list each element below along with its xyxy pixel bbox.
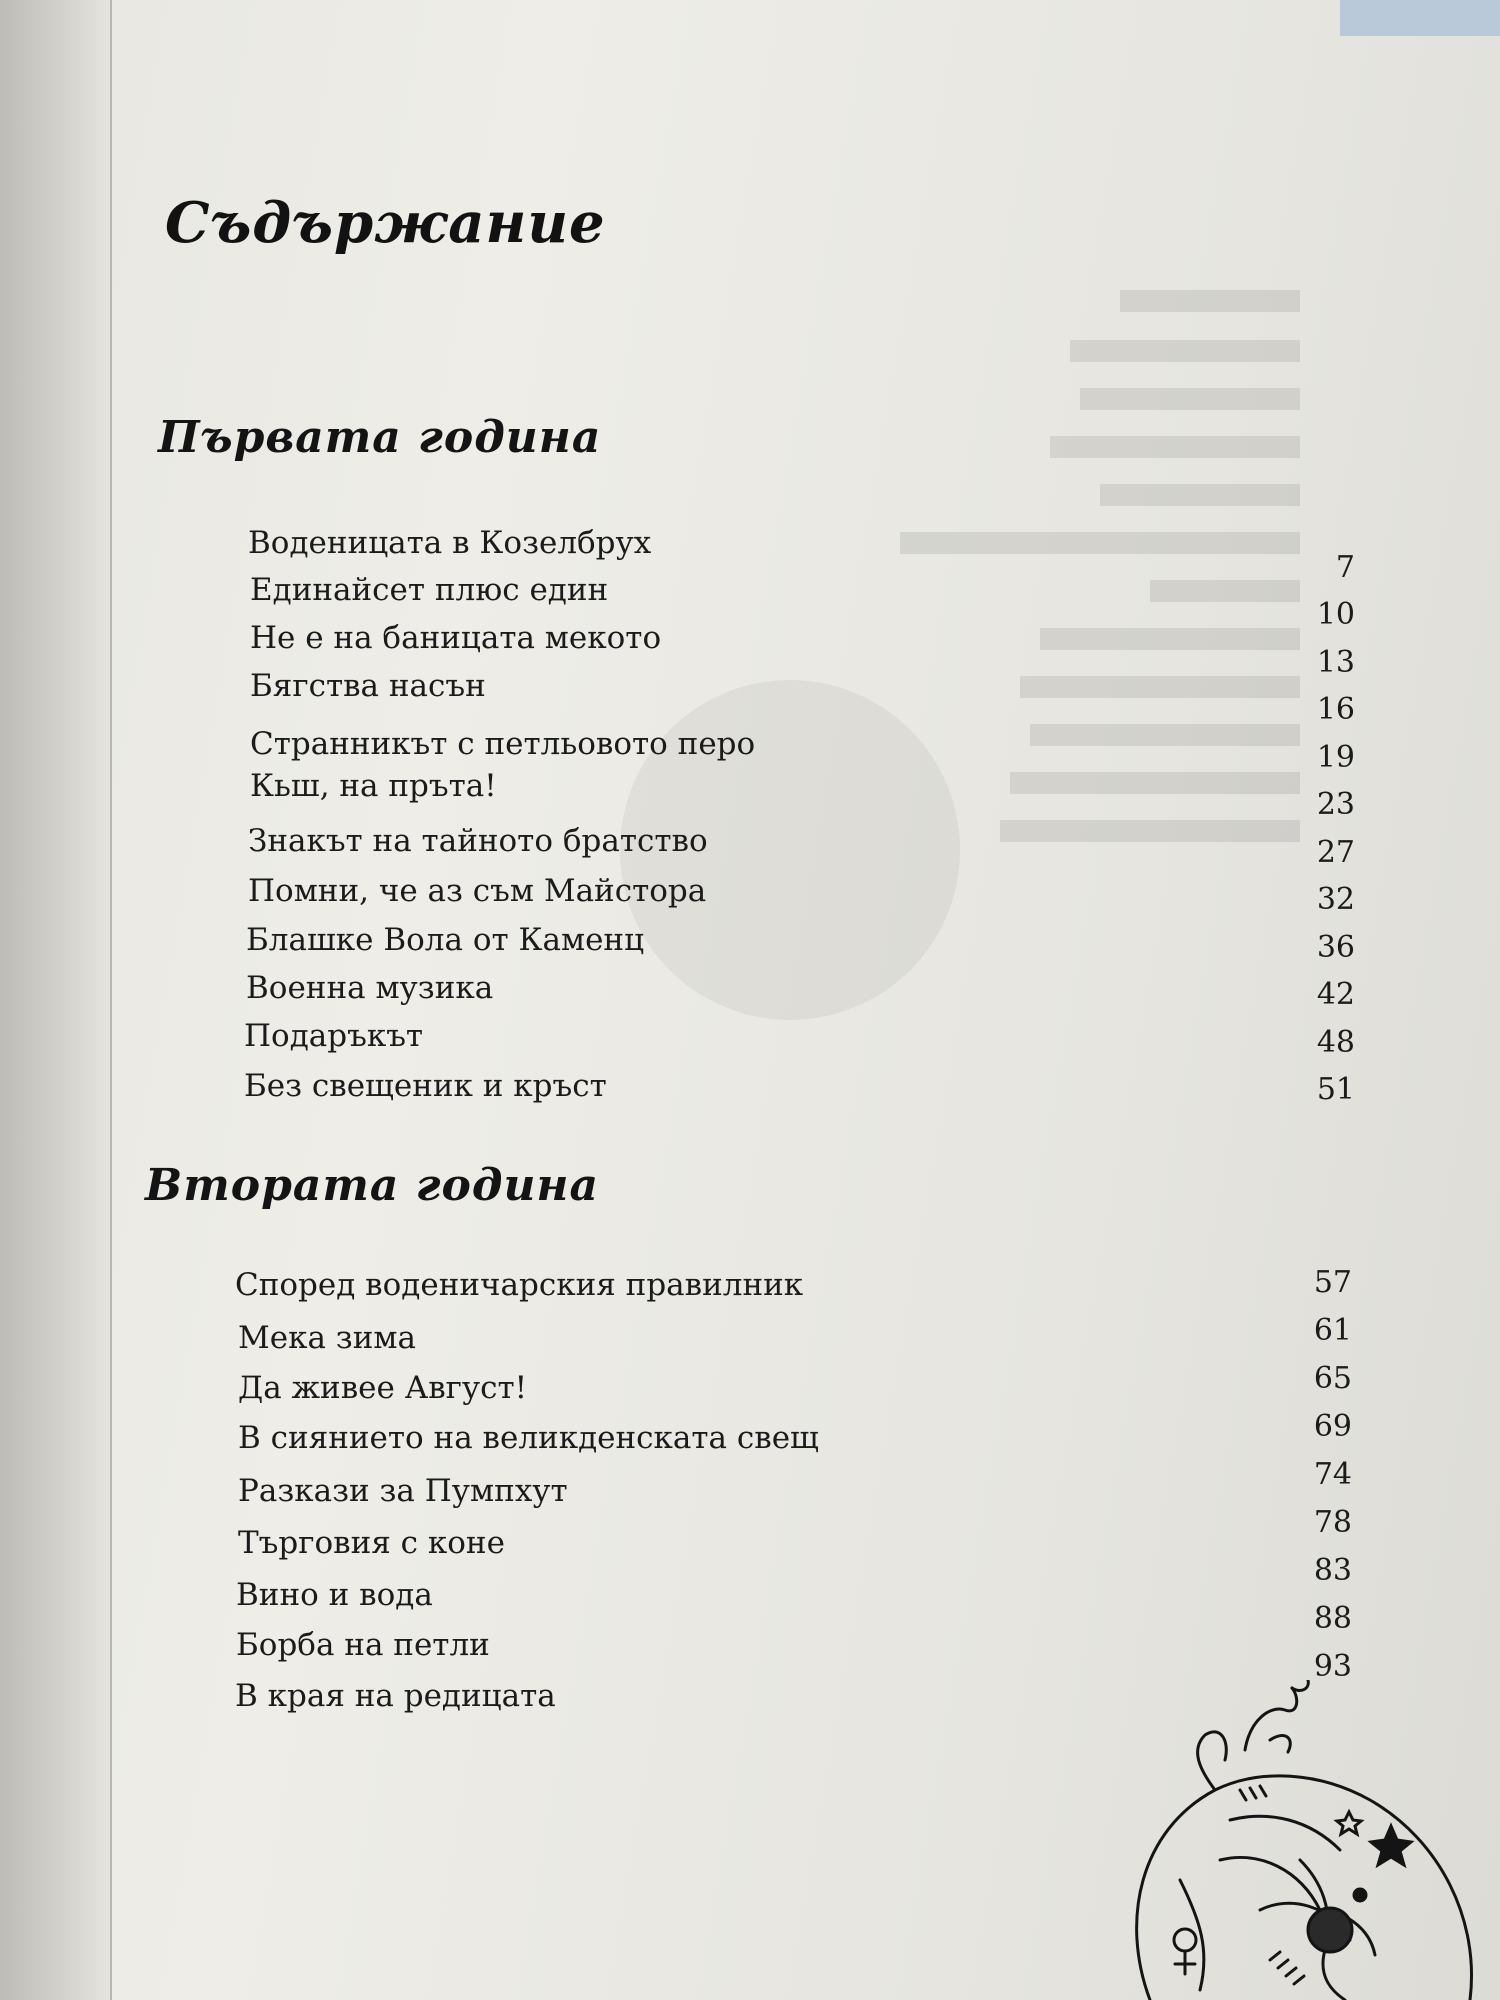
toc-page-number: 57 xyxy=(1313,1265,1352,1300)
toc-page-number: 83 xyxy=(1313,1553,1352,1588)
toc-page-number: 13 xyxy=(1316,645,1355,680)
toc-entry: Не е на баницата мекото xyxy=(250,620,662,656)
toc-page-number: 65 xyxy=(1313,1361,1352,1396)
toc-entry: Бягства насън xyxy=(250,668,486,704)
toc-entry: Воденицата в Козелбрух xyxy=(248,525,652,561)
toc-page-number: 23 xyxy=(1316,787,1355,822)
toc-entry: Според воденичарския правилник xyxy=(235,1267,804,1303)
page-title: Съдържание xyxy=(165,190,606,256)
toc-page-number: 78 xyxy=(1313,1505,1352,1540)
toc-page-number: 69 xyxy=(1313,1409,1352,1444)
toc-page-number: 51 xyxy=(1316,1072,1355,1107)
toc-page-number: 42 xyxy=(1316,977,1355,1012)
toc-entry: Военна музика xyxy=(246,970,494,1006)
toc-entry: Подаръкът xyxy=(244,1018,424,1054)
mill-illustration xyxy=(1120,1680,1500,2000)
toc-page-number: 27 xyxy=(1316,835,1355,870)
toc-page-number: 10 xyxy=(1316,597,1355,632)
toc-entry: Странникът с петльовото перо xyxy=(250,726,756,762)
toc-entry: Търговия с коне xyxy=(238,1525,505,1561)
toc-entry: Вино и вода xyxy=(236,1577,433,1613)
toc-entry: Да живее Август! xyxy=(238,1370,528,1406)
toc-entry: Разкази за Пумпхут xyxy=(238,1473,568,1509)
toc-entry: Помни, че аз съм Майстора xyxy=(248,873,707,909)
toc-page-number: 61 xyxy=(1313,1313,1352,1348)
toc-page-number: 32 xyxy=(1316,882,1355,917)
toc-page-number: 7 xyxy=(1335,550,1355,585)
toc-page-number: 36 xyxy=(1316,930,1355,965)
toc-entry: Борба на петли xyxy=(236,1627,490,1663)
toc-entry: Блашке Вола от Каменц xyxy=(246,922,645,958)
section-heading-second-year: Втората година xyxy=(145,1160,600,1211)
background-corner xyxy=(1340,0,1500,36)
toc-entry: Кьш, на пръта! xyxy=(250,768,497,804)
book-gutter xyxy=(0,0,112,2000)
toc-entry: В сиянието на великденската свещ xyxy=(238,1420,819,1456)
section-heading-first-year: Първата година xyxy=(158,412,602,463)
toc-page-number: 74 xyxy=(1313,1457,1352,1492)
toc-entry: Без свещеник и кръст xyxy=(244,1068,607,1104)
toc-page-number: 48 xyxy=(1316,1025,1355,1060)
toc-entry: Мека зима xyxy=(238,1320,416,1356)
toc-page-number: 88 xyxy=(1313,1601,1352,1636)
toc-entry: Знакът на тайното братство xyxy=(248,823,708,859)
show-through-opposite-page xyxy=(800,200,1360,900)
toc-page-number: 93 xyxy=(1313,1649,1352,1684)
toc-page-number: 19 xyxy=(1316,740,1355,775)
toc-entry: Единайсет плюс един xyxy=(250,572,609,608)
toc-page-number: 16 xyxy=(1316,692,1355,727)
toc-entry: В края на редицата xyxy=(235,1678,556,1714)
